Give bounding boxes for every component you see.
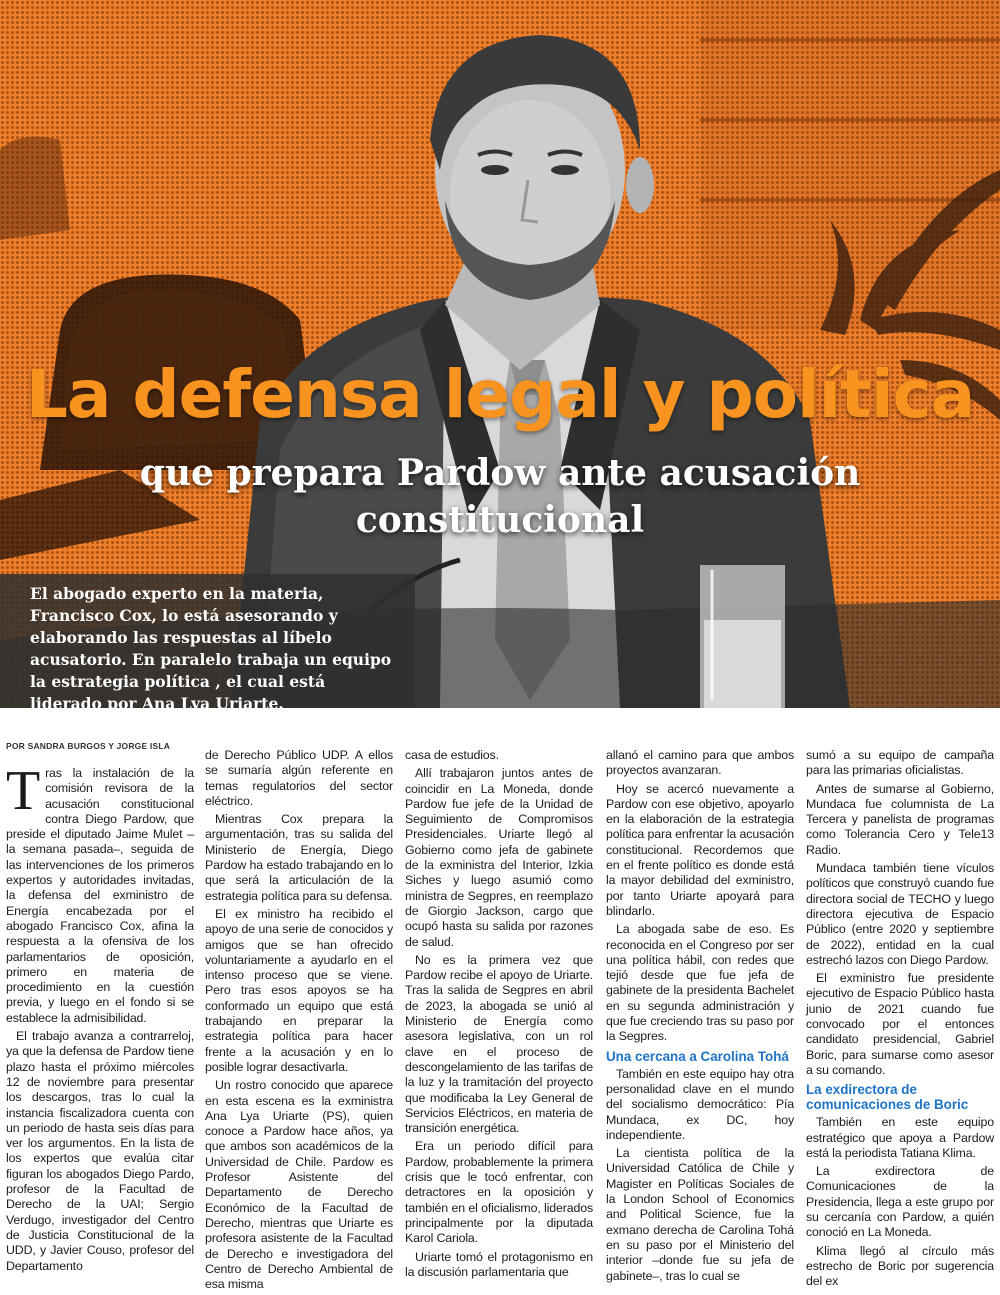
article-body	[0, 708, 1000, 1292]
column-5	[806, 748, 994, 1293]
paragraph: También en este equipo hay otra personalidad clave en el mundo del socialismo democrático: Pía Mundaca, ex DC, hoy independiente.	[606, 1066, 794, 1142]
drop-cap: T	[6, 760, 41, 822]
paragraph: No es la primera vez que Pardow recibe el apoyo de Uriarte. Tras la salida de Segpres en abril de 2023, la abogada se unió al Ministerio de Energía como asesora legislativa, con un rol clave en el proceso de descongelamiento de las tarifas de la luz y la tramitación del proyecto que modificaba la Ley General de Servicios Eléctricos, en materia de transición energética.	[405, 952, 593, 1136]
byline: POR SANDRA BURGOS Y JORGE ISLA	[6, 741, 171, 751]
headline-sub: que prepara Pardow ante acusación constitucional	[139, 452, 861, 541]
water-glass	[700, 565, 785, 708]
paragraph: Mientras Cox prepara la argumentación, tras su salida del Ministerio de Energía, Diego Pardow ha estado trabajando en lo que será la articulación de la estrategia política para su defensa.	[205, 812, 393, 903]
subhead: La exdirectora de comunicaciones de Boric	[806, 1082, 969, 1113]
paragraph: La cientista política de la Universidad Católica de Chile y Magister en Políticas Sociales de la London School of Economics and Political Science, fue la exmano derecha de Carolina Tohá en su paso por el Ministerio del interior –donde fue su jefa de gabinete–, tras lo cual se	[606, 1146, 794, 1283]
column-1	[6, 760, 194, 1277]
paragraph: Antes de sumarse al Gobierno, Mundaca fue columnista de La Tercera y panelista de programas como Tolerancia Cero y Tele13 Radio.	[806, 781, 994, 857]
paragraph: Era un periodo difícil para Pardow, probablemente la primera crisis que le tocó enfrentar, con detractores en la oposición y también en el oficialismo, liderados principalmente por la diputada Karol Cariola.	[405, 1139, 593, 1246]
paragraph: allanó el camino para que ambos proyectos avanzaran.	[606, 748, 794, 778]
paragraph: Klima llegó al círculo más estrecho de Boric por sugerencia del ex	[806, 1243, 994, 1289]
deck-text: El abogado experto en la materia, Francisco Cox, lo está asesorando y elaborando las respuestas al líbelo acusatorio. En paralelo trabaja un equipo la estrategia política , el cual está liderado por Ana Lya Uriarte.	[30, 584, 392, 713]
paragraph: Uriarte tomó el protagonismo en la discusión parlamentaria que	[405, 1249, 593, 1279]
headline-main: La defensa legal y política	[25, 356, 975, 433]
paragraph: de Derecho Público UDP. A ellos se sumaría algún referente en temas regulatorios del sector eléctrico.	[205, 748, 393, 808]
paragraph: Hoy se acercó nuevamente a Pardow con ese objetivo, apoyarlo en la elaboración de la estrategia política para enfrentar la acusación constitucional. Recordemos que en el frente político es donde está la mayor debilidad del exministro, por tanto Uriarte apoyará para blindarlo.	[606, 781, 794, 918]
paragraph: Un rostro conocido que aparece en esta escena es la exministra Ana Lya Uriarte (PS), quien conoce a Pardow hace años, ya que ambos son académicos de la Universidad de Chile. Pardow es Profesor Asistente del Departamento de Derecho Económico de la Facultad de Derecho, mientras que Uriarte es profesora asistente de la Facultad de Derecho e investigadora del Centro de Derecho Ambiental de esa misma	[205, 1078, 393, 1292]
paragraph: La exdirectora de Comunicaciones de la Presidencia, llega a este grupo por su cercanía con Pardow, a quién conoció en La Moneda.	[806, 1164, 994, 1240]
paragraph: Mundaca también tiene vículos políticos que construyó cuando fue directora social de TECHO y luego directora ejecutiva de Espacio Público (entre 2020 y septiembre de 2022), entidad en la cual estrechó lazos con Diego Pardow.	[806, 861, 994, 967]
paragraph: Tras la instalación de la comisión revisora de la acusación constitucional contra Diego Pardow, que preside el diputado Jaime Mulet –la semana pasada–, seguida de las intervenciones de los primeros expertos y autoridades invitadas, la defensa del exministro de Energía encabezada por el abogado Francisco Cox, afina la respuesta a la ofensiva de los parlamentarios de oposición, primero en materia de procedimiento en la cuestión previa, y luego en el fondo si se establece la admisibilidad.	[6, 760, 194, 1025]
column-4	[606, 748, 794, 1287]
paragraph: sumó a su equipo de campaña para las primarias oficialistas.	[806, 748, 994, 778]
paragraph: La abogada sabe de eso. Es reconocida en el Congreso por ser una política hábil, con redes que tejió desde que fue jefa de gabinete de la presidenta Bachelet en su segunda administración y que fue creciendo tras su paso por la Segpres.	[606, 922, 794, 1044]
paragraph: El trabajo avanza a contrarreloj, ya que la defensa de Pardow tiene plazo hasta el próximo miércoles 12 de noviembre para presentar los descargos, tras lo cual la instancia fiscalizadora cuenta con un periodo de hasta seis días para ver los argumentos. En la lista de los expertos que evalúa citar figuran los abogados Diego Pardo, profesor de la Facultad de Derecho de la UAI; Sergio Verdugo, investigador del Centro de Justicia Constitucional de la UDD, y Javier Couso, profesor del Departamento	[6, 1029, 194, 1273]
paragraph: También en este equipo estratégico que apoya a Pardow está la periodista Tatiana Klima.	[806, 1115, 994, 1160]
column-2	[205, 748, 393, 1295]
column-3	[405, 748, 593, 1283]
paragraph: casa de estudios.	[405, 748, 499, 762]
paragraph: El ex ministro ha recibido el apoyo de una serie de conocidos y amigos que se han ofrecido voluntariamente a ayudarlo en el intenso proceso que se viene. Pero tras esos apoyos se ha conformado un equipo que está trabajando en preparar la estrategia política para hacer frente a la acusación y en lo posible lograr desactivarla.	[205, 906, 393, 1074]
paragraph: Allí trabajaron juntos antes de coincidir en La Moneda, donde Pardow fue jefe de la Unidad de Seguimiento de Compromisos Presidenciales. Uriarte llegó al Gobierno como jefa de gabinete de la exministra del Interior, Izkia Siches y luego asumió como ministra de Segpres, en reemplazo de Giorgio Jackson, cargo que ocupó hasta su salida por razones de salud.	[405, 766, 593, 949]
paragraph: El exministro fue presidente ejecutivo de Espacio Público hasta junio de 2021 cuando fue convocado por el entonces candidato presidencial, Gabriel Boric, para sumarse como asesor a su comando.	[806, 971, 994, 1077]
subhead: Una cercana a Carolina Tohá	[606, 1048, 789, 1064]
